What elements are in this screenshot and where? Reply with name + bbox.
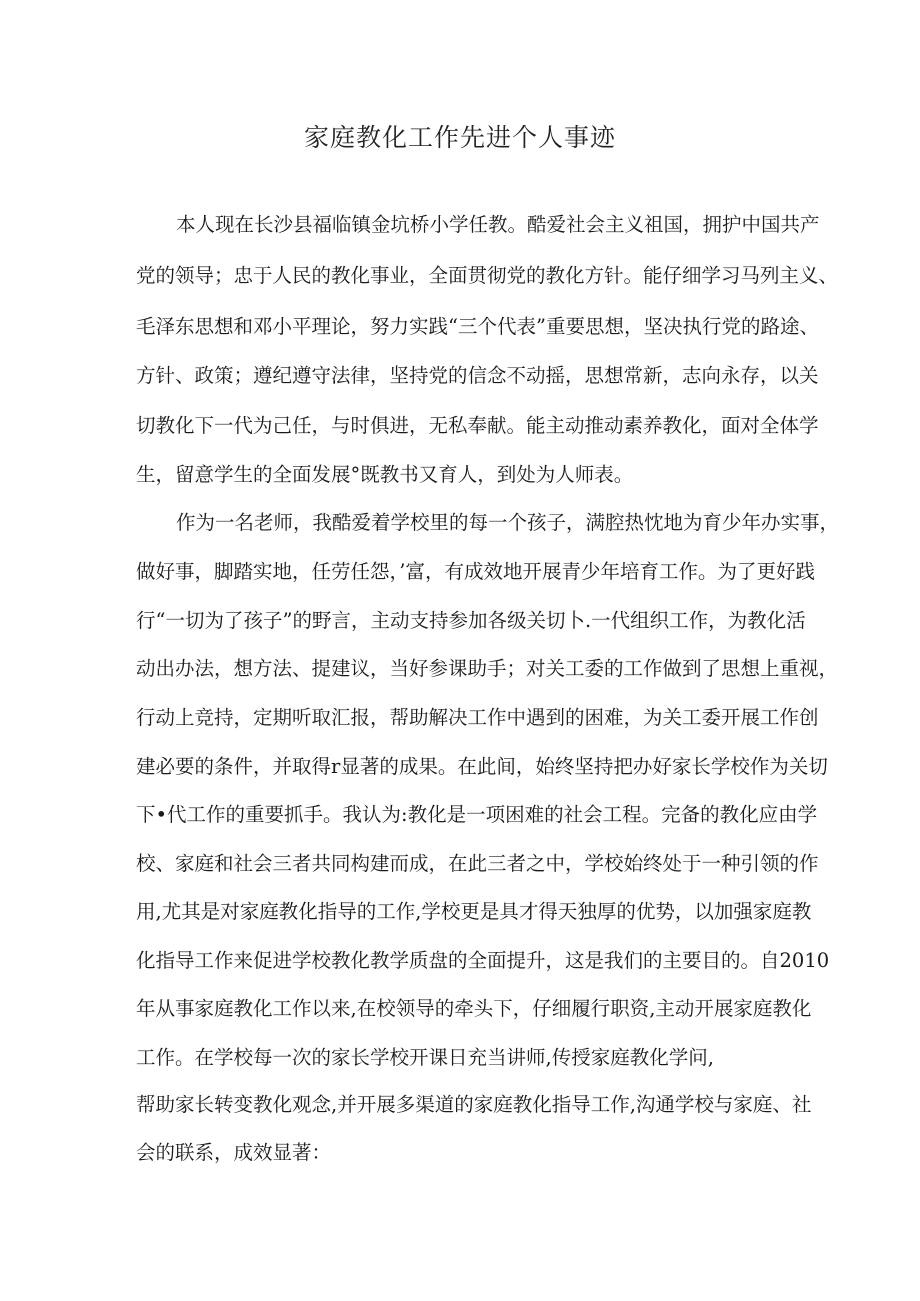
body-line: 切教化下一代为己任，与时俱进，无私奉献。能主动推动素养教化，面对全体学 <box>136 414 819 437</box>
body-line: 年从事家庭教化工作以来,在校领导的牵头下，仔细履行职资,主动开展家庭教化 <box>136 997 812 1020</box>
body-line: 毛泽东思想和邓小平理论，努力实践“三个代表”重要思想，坚决执行党的路途、 <box>136 315 819 338</box>
body-line: 方针、政策；遵纪遵守法律，坚持党的信念不动摇，思想常新，志向永存，以关 <box>136 364 819 387</box>
body-line: 下•代工作的重要抓手。我认为:教化是一项困难的社会工程。完备的教化应由学 <box>136 803 818 826</box>
document-title: 家庭教化工作先进个人事迹 <box>303 123 616 152</box>
body-line: 行动上竞持，定期听取汇报，帮助解决工作中遇到的困难，为关工委开展工作创 <box>136 706 819 729</box>
body-line: 校、家庭和社会三者共同构建而成，在此三者之中，学校始终处于一种引领的作 <box>136 852 819 875</box>
body-line: 生，留意学生的全面发展°既教书又育人，到处为人师表。 <box>136 463 634 486</box>
body-line: 会的联系，成效显著： <box>136 1141 332 1164</box>
body-line: 作为一名老师，我酷爱着学校里的每一个孩子，满腔热忱地为育少年办实事， <box>176 511 840 534</box>
body-line: 帮助家长转变教化观念,并开展多渠道的家庭教化指导工作,沟通学校与家庭、社 <box>136 1093 812 1116</box>
body-line: 动出办法，想方法、提建议，当好参课助手；对关工委的工作做到了思想上重视， <box>136 657 839 680</box>
body-line: 化指导工作来促进学校教化教学质盘的全面提升，这是我们的主要目的。自2010 <box>136 949 830 972</box>
body-line: 用,尤其是对家庭教化指导的工作,学校更是具才得天独厚的优势，以加强家庭教 <box>136 900 812 923</box>
body-line: 建必要的条件，并取得r显著的成果。在此间，始终坚持把办好家长学校作为关切 <box>136 755 828 778</box>
body-line: 工作。在学校每一次的家长学校开课日充当讲师,传授家庭教化学问, <box>136 1046 714 1069</box>
body-line: 做好事，脚踏实地，任劳任怨，’富，有成效地开展青少年培育工作。为了更好践 <box>136 560 815 583</box>
body-line: 行“一切为了孩子”的野言，主动支持参加各级关切卜.一代组织工作，为教化活 <box>136 609 806 632</box>
body-line: 党的领导；忠于人民的教化事业，全面贯彻党的教化方针。能仔细学习马列主义、 <box>136 264 839 287</box>
body-line: 本人现在长沙县福临镇金坑桥小学任教。酷爱社会主义祖国，拥护中国共产 <box>176 213 820 236</box>
